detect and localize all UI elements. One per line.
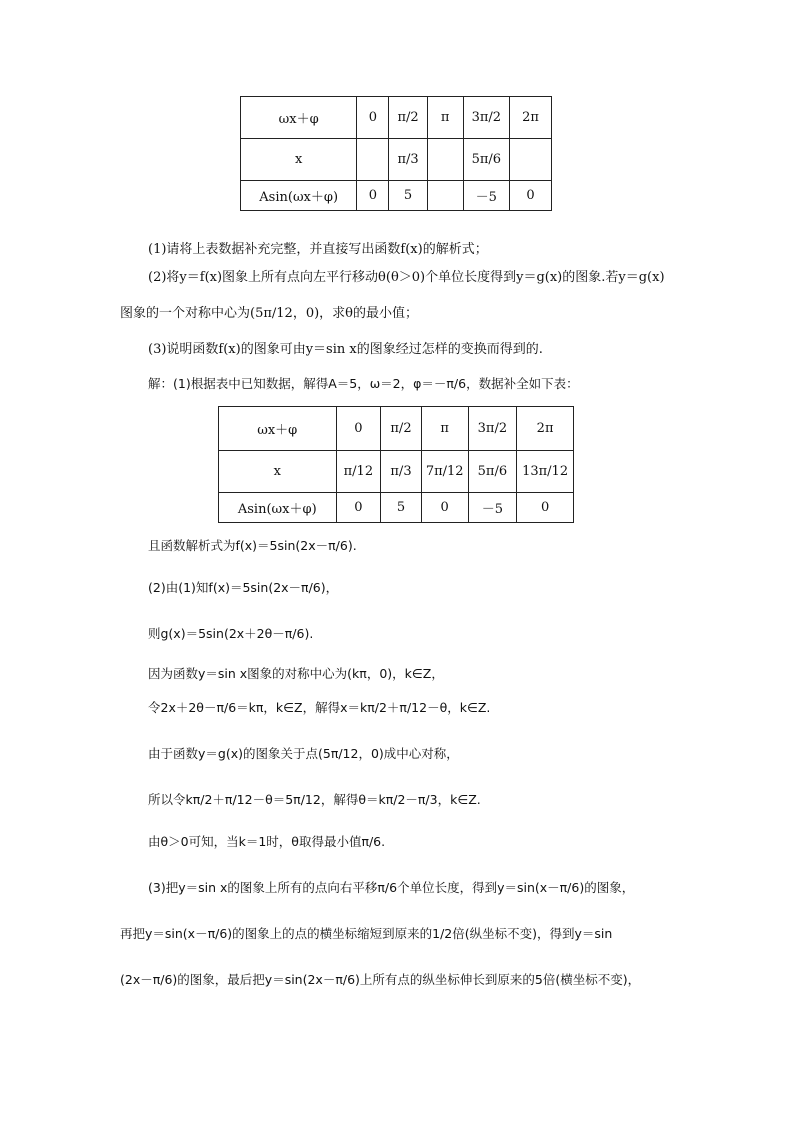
question-2-prefix: 图象的一个对称中心为 [120,306,251,321]
table2-cell: ωx＋φ [219,407,337,451]
data-table-1 [240,96,552,211]
table2-cell: Asin(ωx＋φ) [219,493,337,523]
table2-cell: π [421,407,468,451]
symmetry-center-point: (5π/12，0) [250,306,320,321]
table1-cell: Asin(ωx＋φ) [241,181,357,211]
table2-cell: 0 [421,493,468,523]
table2-cell: －5 [468,493,517,523]
table1-cell [357,139,389,181]
question-2-line1: (2)将y＝f(x)图象上所有点向左平行移动θ(θ＞0)个单位长度得到y＝g(x)的图象.若y＝g(x) [148,270,665,285]
table1-cell: 0 [357,181,389,211]
solution-line: 则g(x)＝5sin(2x＋2θ－π/6). [148,626,314,641]
table2-cell: 3π/2 [468,407,517,451]
solution-line: 再把y＝sin(x－π/6)的图象上的点的横坐标缩短到原来的1/2倍(纵坐标不变)，得到y＝sin [120,926,613,941]
question-3: (3)说明函数f(x)的图象可由y＝sin x的图象经过怎样的变换而得到的. [148,342,543,357]
table1-cell: π/2 [389,97,427,139]
table2-cell: π/12 [336,451,381,493]
table1-cell: x [241,139,357,181]
table1-cell: 5 [389,181,427,211]
solution-line: 由于函数y＝g(x)的图象关于点(5π/12，0)成中心对称， [148,746,459,761]
solution-intro: 解：(1)根据表中已知数据，解得A＝5，ω＝2，φ＝－π/6，数据补全如下表： [148,376,579,391]
table1-cell: 5π/6 [463,139,509,181]
table1-cell: ωx＋φ [241,97,357,139]
solution-line: 令2x＋2θ－π/6＝kπ，k∈Z，解得x＝kπ/2＋π/12－θ，k∈Z. [148,700,491,715]
solution-line: 由θ＞0可知，当k＝1时，θ取得最小值π/6. [148,834,386,849]
table1-cell: 3π/2 [463,97,509,139]
table2-cell: 5π/6 [468,451,517,493]
table1-cell: 0 [509,181,551,211]
table1-cell [427,181,463,211]
table1-cell [509,139,551,181]
table2-cell: 13π/12 [517,451,574,493]
table2-cell: 7π/12 [421,451,468,493]
solution-line: 因为函数y＝sin x图象的对称中心为(kπ，0)，k∈Z， [148,666,444,681]
table2-cell: 0 [517,493,574,523]
table2-cell: π/2 [381,407,422,451]
question-2-line2 [120,302,418,321]
table2-cell: x [219,451,337,493]
solution-line: (2x－π/6)的图象，最后把y＝sin(2x－π/6)上所有点的纵坐标伸长到原来的5倍(横坐标不变)， [120,972,641,987]
table2-cell: 0 [336,493,381,523]
table2-cell: 2π [517,407,574,451]
solution-line: (2)由(1)知f(x)＝5sin(2x－π/6)， [148,580,339,595]
table2-cell: 0 [336,407,381,451]
table1-cell [427,139,463,181]
solution-line: (3)把y＝sin x的图象上所有的点向右平移π/6个单位长度，得到y＝sin(x－π/6)的图象， [148,880,635,895]
table1-cell: －5 [463,181,509,211]
table1-cell: 0 [357,97,389,139]
solution-line: 所以令kπ/2＋π/12－θ＝5π/12，解得θ＝kπ/2－π/3，k∈Z. [148,792,481,807]
table1-cell: π [427,97,463,139]
question-1: (1)请将上表数据补充完整，并直接写出函数f(x)的解析式； [148,242,488,257]
question-2-suffix: ，求θ的最小值； [319,306,418,321]
table2-cell: 5 [381,493,422,523]
table1-cell: 2π [509,97,551,139]
table1-cell: π/3 [389,139,427,181]
data-table-2 [218,406,574,523]
solution-line: 且函数解析式为f(x)＝5sin(2x－π/6). [148,538,357,553]
table2-cell: π/3 [381,451,422,493]
